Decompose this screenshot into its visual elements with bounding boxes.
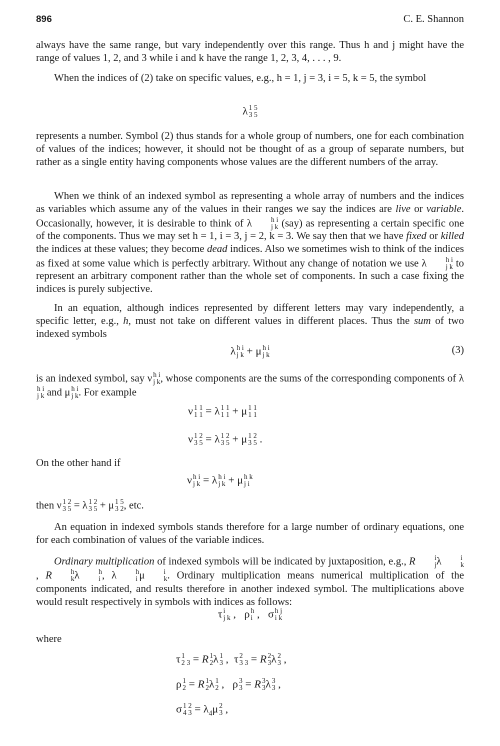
paragraph-8: then ν 1 2 3 5 = λ 1 2 3 5 + μ 1 5 3 2 , etc. [36,498,144,513]
paragraph-11: where [36,634,62,645]
example-equation-3: ν h i j k = λ h i j k + μ h k j i [187,473,253,488]
paragraph-1: always have the same range, but vary independently over this range. Thus h and j might have the range of values 1, 2, and 3 while i and k have the range 1, 2, 3, 4, . . . , 9. [36,40,464,64]
equation-lambda-specific: λ 1 5 3 5 [242,104,258,119]
where-equation-2: ρ 1 2 = R 1 2 λ 1 2 , ρ 3 3 = R 3 3 λ 3 3 , [176,677,281,692]
paragraph-5: In an equation, although indices represented by different letters may vary independently, a specific letter, e.g., h, must not take on different values in different places. Thus the sum of two indexed symbols [36,303,464,340]
paragraph-3: represents a number. Symbol (2) thus stands for a whole group of numbers, one for each combination of values of the indices; however, it should not be thought of as a group of separate numbers, but rather as a single entity having components whose values are the different numbers of the array. [36,131,464,168]
example-equation-1: ν 1 1 1 1 = λ 1 1 1 1 + μ 1 1 1 1 [188,404,257,419]
resulting-indices: τ i j k , ρ h i , σ h j i k [217,607,283,622]
example-equation-2: ν 1 2 3 5 = λ 1 2 3 5 + μ 1 2 3 5 . [188,432,263,447]
paragraph-4: When we think of an indexed symbol as representing a whole array of numbers and the indices as variables which assume any of the values in their ranges we say the indices are live or variable. Occasionally, however, it is desirable to think of λ h i j k (say) as representing a certain specific one of the components. Thus we may set h = 1, i = 3, j = 2, k = 3. We say then that we have fixed or killed the indices at these values; they become dead indices. Also we sometimes wish to think of the indices as fixed at some value which is perfectly arbitrary. Without any change of notation we use λ h i j k to represent an arbitrary component rather than the whole set of components. In such a case fixing the indices is purely subjective. [36,191,465,296]
paragraph-6: is an indexed symbol, say ν h i j k , whose components are the sums of the corresponding components of λ h i j k and μ h i j k . For example [36,371,465,401]
equation-3: λ h i j k + μ h i j k (3) [230,344,464,359]
page-number: 896 [36,14,52,25]
paragraph-7: On the other hand if [36,458,121,469]
paragraph-2: When the indices of (2) take on specific values, e.g., h = 1, j = 3, i = 5, k = 5, the symbol [54,73,427,84]
where-equation-3: σ 1 2 4 3 = $\lambda_4\mu$ 2 3 , [176,702,229,718]
equation-number: (3) [451,345,464,356]
running-head-author: C. E. Shannon [403,14,464,25]
where-equation-1: τ 1 2 3 = R 1 2 λ 1 3 , τ 2 3 3 = R 2 3 λ 2 3 , [176,652,287,667]
paragraph-10: Ordinary multiplication of indexed symbols will be indicated by juxtaposition, e.g., R i j λ i k , R h k λ h i , λ h i μ i k . Ordinary multiplication means numerical multiplication of the components indicated, and results therefore in another indexed symbol. The multiplications above would result respectively in symbols with indices as follows: [36,554,465,608]
paragraph-9: An equation in indexed symbols stands therefore for a large number of ordinary equations, one for each combination of values of the variable indices. [36,522,464,546]
page-header [36,14,464,28]
